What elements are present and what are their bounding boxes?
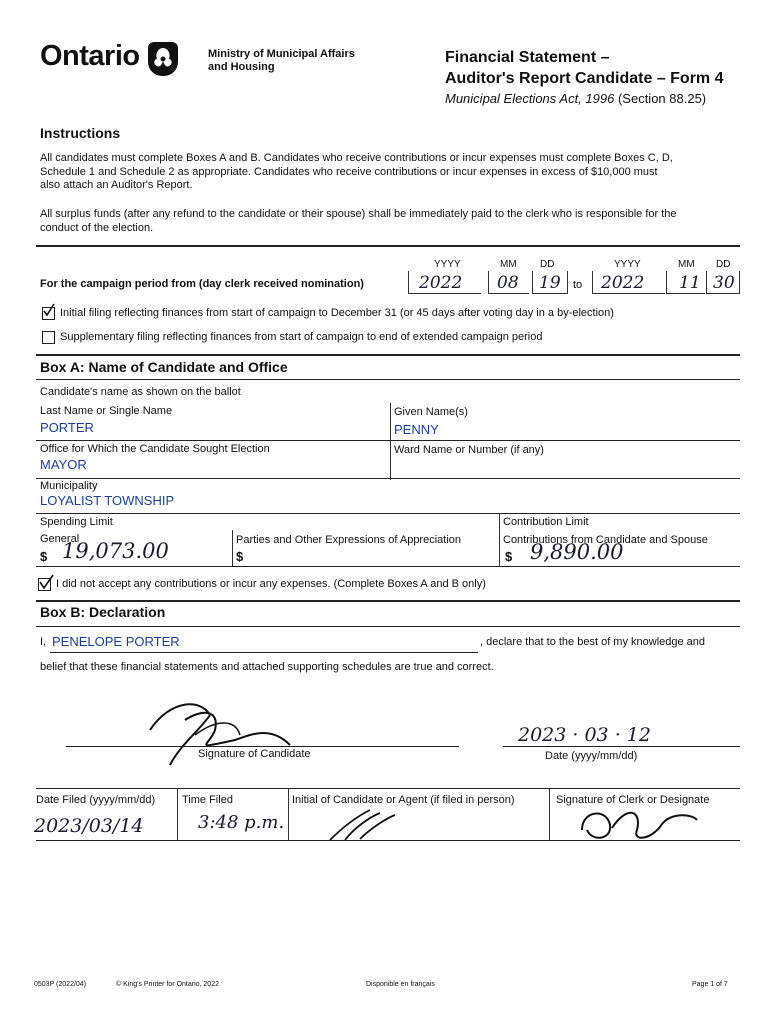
- ward-label: Ward Name or Number (if any): [394, 444, 544, 456]
- municipality-value[interactable]: LOYALIST TOWNSHIP: [40, 493, 175, 508]
- box-a-heading: Box A: Name of Candidate and Office: [40, 359, 288, 375]
- no-contributions-label: I did not accept any contributions or incur any expenses. (Complete Boxes A and B only): [56, 578, 486, 590]
- instructions-heading: Instructions: [40, 125, 121, 141]
- time-filed-value[interactable]: 3:48 p.m.: [198, 812, 285, 833]
- col-yyyy-to: YYYY: [614, 259, 641, 270]
- initial-label: Initial of Candidate or Agent (if filed in person): [292, 794, 515, 806]
- given-name-label: Given Name(s): [394, 406, 468, 418]
- last-name-value[interactable]: PORTER: [40, 420, 94, 435]
- divider: [36, 245, 740, 247]
- instructions-para2: All surplus funds (after any refund to the candidate or their spouse) shall be immediately paid to the clerk who is responsible for the conduct of the election.: [40, 208, 677, 234]
- municipality-label: Municipality: [40, 480, 98, 492]
- to-dd: 30: [713, 273, 735, 293]
- page-number: Page 1 of 7: [692, 981, 728, 988]
- date-filed-label: Date Filed (yyyy/mm/dd): [36, 794, 156, 806]
- declarant-name[interactable]: PENELOPE PORTER: [52, 634, 180, 649]
- agent-initial-signature-icon: [325, 805, 405, 845]
- time-filed-label: Time Filed: [182, 794, 233, 806]
- divider: [232, 530, 233, 566]
- signature-line: [66, 746, 459, 747]
- col-yyyy: YYYY: [434, 259, 461, 270]
- general-value[interactable]: 19,073.00: [62, 539, 169, 563]
- period-label: For the campaign period from (day clerk received nomination): [40, 278, 364, 290]
- spending-limit-label: Spending Limit: [40, 516, 113, 528]
- divider: [36, 440, 740, 441]
- date-line: [503, 746, 740, 747]
- divider: [177, 788, 178, 840]
- divider: [36, 788, 740, 789]
- copyright: © King's Printer for Ontario, 2022: [116, 981, 219, 988]
- divider: [36, 513, 740, 514]
- form-number: 0503P (2022/04): [34, 981, 87, 988]
- from-dd: 19: [539, 273, 561, 293]
- col-mm: MM: [500, 259, 517, 270]
- trillium-logo-icon: [148, 42, 178, 76]
- declaration-i: I,: [40, 636, 47, 648]
- last-name-label: Last Name or Single Name: [40, 405, 173, 417]
- to-yyyy: 2022: [601, 273, 645, 293]
- office-value[interactable]: MAYOR: [40, 457, 87, 472]
- currency-symbol: $: [505, 549, 513, 564]
- clerk-signature-label: Signature of Clerk or Designate: [556, 794, 710, 806]
- supplementary-filing-label: Supplementary filing reflecting finances from start of campaign to end of extended campaign period: [60, 331, 543, 343]
- to-label: to: [573, 279, 583, 291]
- form-title: [445, 47, 724, 89]
- form-title-line2: Auditor's Report Candidate – Form 4: [445, 70, 724, 87]
- divider: [499, 514, 500, 566]
- from-mm: 08: [497, 273, 519, 293]
- box-b-heading: Box B: Declaration: [40, 604, 166, 620]
- instructions-para1: All candidates must complete Boxes A and B. Candidates who receive contributions or incur expenses must complete Boxes C, D, Schedule 1 and Schedule 2 as appropriate. Candidates who receive contributions or incur expenses in excess of $10,000 must also attach an Auditor's Report.: [40, 152, 673, 191]
- to-mm: 11: [679, 273, 701, 293]
- divider: [36, 840, 740, 841]
- supplementary-filing-checkbox[interactable]: [42, 331, 55, 344]
- to-dd-box[interactable]: [706, 271, 740, 294]
- signature-date[interactable]: 2023 · 03 · 12: [518, 724, 651, 746]
- belief-text: belief that these financial statements and attached supporting schedules are true and correct.: [40, 661, 494, 673]
- divider: [549, 788, 550, 840]
- initial-filing-label: Initial filing reflecting finances from start of campaign to December 31 (or 45 days after voting day in a by-election): [60, 307, 614, 319]
- divider: [390, 403, 391, 480]
- contributions-value[interactable]: 9,890.00: [530, 540, 624, 564]
- from-mm-box[interactable]: [488, 271, 529, 294]
- general-label: General: [40, 533, 80, 545]
- currency-symbol: $: [236, 549, 244, 564]
- form-title-line1: Financial Statement –: [445, 49, 610, 66]
- divider: [36, 626, 740, 627]
- signature-label: Signature of Candidate: [198, 748, 311, 760]
- col-dd-to: DD: [716, 259, 731, 270]
- to-mm-box[interactable]: [666, 271, 705, 294]
- no-contributions-checkbox[interactable]: [38, 578, 51, 591]
- act-section: (Section 88.25): [617, 91, 707, 106]
- declare-text: , declare that to the best of my knowledge and: [480, 636, 706, 648]
- divider: [36, 600, 740, 602]
- from-yyyy: 2022: [419, 273, 463, 293]
- divider: [288, 788, 289, 840]
- date-filed-value[interactable]: 2023/03/14: [34, 815, 144, 837]
- initial-filing-checkbox[interactable]: [42, 307, 55, 320]
- form-act: [445, 91, 706, 106]
- ballot-name-label: Candidate's name as shown on the ballot: [40, 386, 241, 398]
- act-name: Municipal Elections Act, 1996: [445, 91, 615, 106]
- contributions-label: Contributions from Candidate and Spouse: [503, 534, 708, 546]
- office-label: Office for Which the Candidate Sought Election: [40, 443, 270, 455]
- parties-label: Parties and Other Expressions of Appreciation: [236, 534, 462, 546]
- col-dd: DD: [540, 259, 555, 270]
- divider: [36, 379, 740, 380]
- from-yyyy-box[interactable]: [408, 271, 481, 294]
- from-dd-box[interactable]: [532, 271, 568, 294]
- divider: [36, 478, 740, 479]
- divider: [36, 566, 740, 567]
- contribution-limit-label: Contribution Limit: [503, 516, 589, 528]
- date-label: Date (yyyy/mm/dd): [545, 750, 638, 762]
- declarant-line: [50, 652, 478, 653]
- ministry-name: Ministry of Municipal Affairs and Housing: [208, 48, 355, 73]
- french-available-link[interactable]: Disponible en français: [366, 981, 435, 988]
- to-yyyy-box[interactable]: [592, 271, 665, 294]
- ontario-logo-text: Ontario: [40, 40, 140, 72]
- currency-symbol: $: [40, 549, 48, 564]
- divider: [36, 354, 740, 356]
- given-name-value[interactable]: PENNY: [394, 422, 439, 437]
- col-mm-to: MM: [678, 259, 695, 270]
